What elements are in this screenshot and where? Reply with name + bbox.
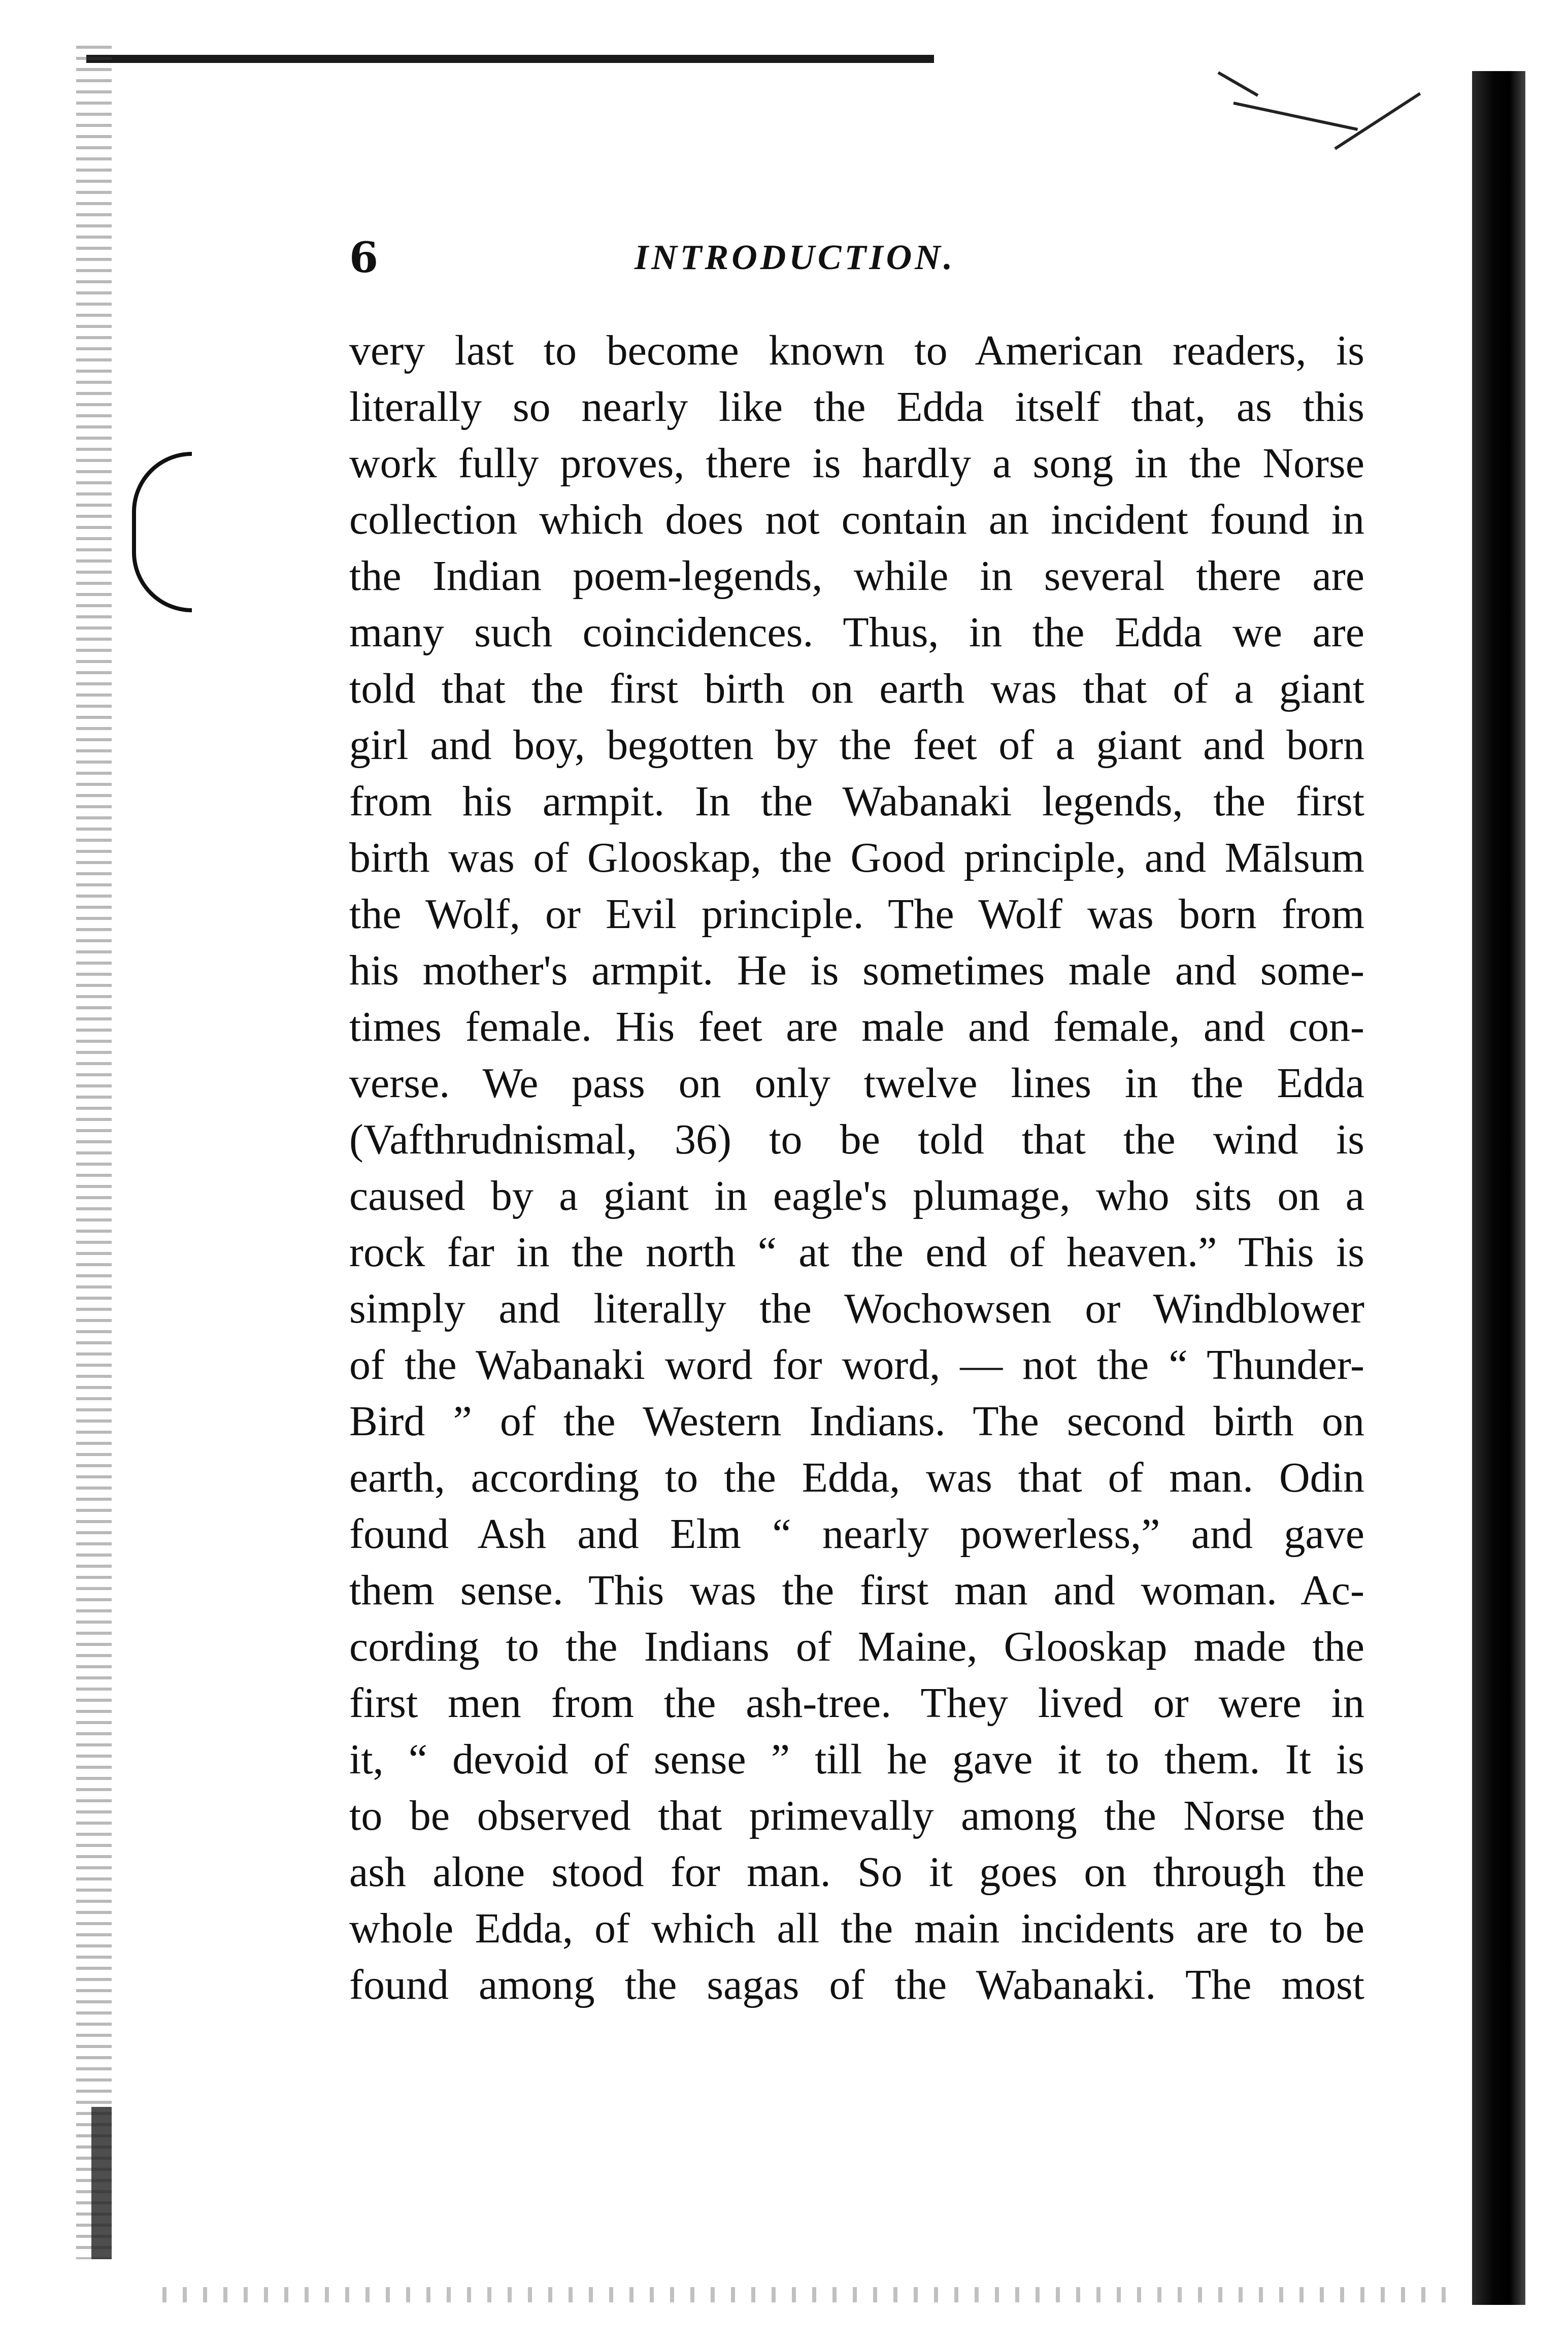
- text-line: ash alone stood for man. So it goes on through the: [349, 1848, 1364, 1896]
- pencil-mark-top-right-short: [1218, 71, 1259, 96]
- margin-bracket-mark: [132, 452, 192, 612]
- text-line: verse. We pass on only twelve lines in the Edda: [349, 1060, 1364, 1107]
- page-number: 6: [349, 234, 379, 282]
- text-line: girl and boy, begotten by the feet of a giant and born: [349, 721, 1364, 769]
- text-line: cording to the Indians of Maine, Glooskap made the: [349, 1623, 1364, 1670]
- body-text: [349, 322, 1364, 2013]
- text-line: to be observed that primevally among the Norse the: [349, 1792, 1364, 1839]
- text-line: the Wolf, or Evil principle. The Wolf was born from: [349, 890, 1364, 938]
- text-line: rock far in the north “ at the end of heaven.” This is: [349, 1229, 1364, 1276]
- text-line: from his armpit. In the Wabanaki legends, the first: [349, 778, 1364, 825]
- text-line: whole Edda, of which all the main incidents are to be: [349, 1905, 1364, 1952]
- text-line: them sense. This was the first man and woman. Ac-: [349, 1567, 1364, 1614]
- text-line: simply and literally the Wochowsen or Windblower: [349, 1285, 1364, 1332]
- text-line: the Indian poem-legends, while in several there are: [349, 552, 1364, 600]
- text-line: work fully proves, there is hardly a song in the Norse: [349, 440, 1364, 487]
- scan-left-gutter: [76, 46, 112, 2259]
- text-line: literally so nearly like the Edda itself that, as this: [349, 383, 1364, 431]
- text-line: Bird ” of the Western Indians. The second birth on: [349, 1398, 1364, 1445]
- text-line: collection which does not contain an incident found in: [349, 496, 1364, 543]
- text-line: found Ash and Elm “ nearly powerless,” and gave: [349, 1510, 1364, 1558]
- text-line: (Vafthrudnismal, 36) to be told that the wind is: [349, 1116, 1364, 1163]
- text-line: his mother's armpit. He is sometimes male and some-: [349, 947, 1364, 994]
- text-line: found among the sagas of the Wabanaki. The most: [349, 1961, 1364, 2008]
- text-line: first men from the ash-tree. They lived or were in: [349, 1679, 1364, 1727]
- text-line: earth, according to the Edda, was that of man. Odin: [349, 1454, 1364, 1501]
- text-line: very last to become known to American readers, is: [349, 327, 1364, 374]
- text-line: caused by a giant in eagle's plumage, who sits on a: [349, 1172, 1364, 1219]
- text-line: many such coincidences. Thus, in the Edda we are: [349, 609, 1364, 656]
- text-line: told that the first birth on earth was that of a giant: [349, 665, 1364, 712]
- text-line: of the Wabanaki word for word, — not the “ Thunder-: [349, 1341, 1364, 1389]
- text-line: times female. His feet are male and female, and con-: [349, 1003, 1364, 1050]
- scan-bottom-noise: [162, 2287, 1462, 2302]
- scan-right-edge-shadow: [1472, 71, 1525, 2305]
- pencil-mark-top-right-slash: [1334, 92, 1421, 150]
- running-title: INTRODUCTION.: [635, 238, 956, 277]
- text-line: birth was of Glooskap, the Good principle, and Mālsum: [349, 834, 1364, 881]
- text-line: it, “ devoid of sense ” till he gave it to them. It is: [349, 1736, 1364, 1783]
- scan-top-rule: [86, 55, 934, 63]
- pencil-mark-top-right: [1233, 102, 1358, 131]
- scan-left-gutter-shadow: [91, 2107, 112, 2259]
